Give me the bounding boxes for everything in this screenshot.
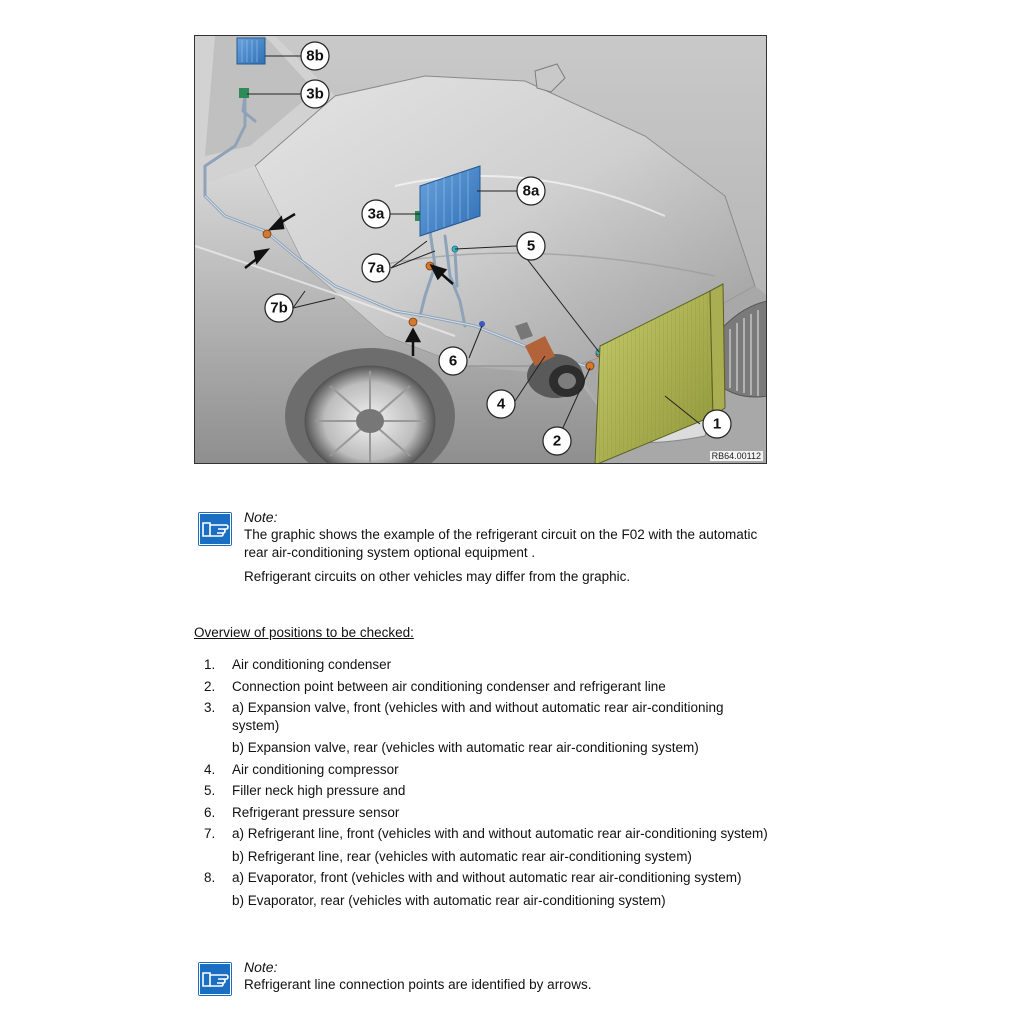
list-text: a) Evaporator, front (vehicles with and without automatic rear air-conditioning system) (232, 870, 742, 885)
list-number: 8. (204, 870, 216, 885)
svg-text:7b: 7b (270, 299, 288, 317)
list-text: Air conditioning compressor (232, 761, 399, 777)
note-text: Refrigerant circuits on other vehicles may differ from the graphic. (244, 569, 631, 584)
list-number: 5. (204, 783, 216, 798)
svg-text:5: 5 (526, 237, 536, 255)
positions-list (204, 656, 774, 913)
list-text: b) Expansion valve, rear (vehicles with automatic rear air-conditioning system) (232, 740, 699, 755)
list-number: 2. (204, 678, 216, 694)
svg-text:4: 4 (496, 395, 506, 413)
list-item (204, 699, 774, 757)
callout-3a (362, 200, 390, 228)
list-text: Filler neck high pressure and (232, 783, 406, 798)
list-number: 6. (204, 804, 216, 820)
list-number: 4. (204, 761, 216, 777)
svg-text:1: 1 (712, 415, 722, 433)
callout-7b (265, 294, 293, 322)
svg-text:2: 2 (552, 432, 562, 450)
refrigerant-circuit-figure (194, 35, 767, 464)
list-text: Refrigerant pressure sensor (232, 804, 400, 820)
callout-6 (439, 347, 467, 375)
pointing-hand-icon (198, 512, 232, 546)
svg-text:7a: 7a (367, 259, 385, 277)
list-text: Connection point between air conditioning condenser and refrigerant line (232, 678, 666, 694)
callout-8b (301, 42, 329, 70)
svg-text:6: 6 (448, 352, 458, 370)
figure-id-label: RB64.00112 (711, 451, 761, 461)
callout-2 (543, 427, 571, 455)
callout-5 (517, 232, 545, 260)
note-title: Note: (244, 509, 278, 525)
list-item (204, 678, 774, 696)
callout-3b (301, 80, 329, 108)
list-number: 3. (204, 700, 216, 715)
list-text: a) Expansion valve, front (vehicles with and without automatic rear air-conditioning system) (232, 700, 724, 733)
list-item (204, 825, 774, 865)
svg-text:8b: 8b (306, 47, 324, 65)
list-text: Air conditioning condenser (232, 657, 392, 672)
list-item (204, 656, 774, 674)
pointing-hand-icon (198, 962, 232, 996)
callout-4 (487, 390, 515, 418)
list-text: a) Refrigerant line, front (vehicles with and without automatic rear air-conditioning system) (232, 826, 768, 841)
list-item (204, 869, 774, 909)
callout-1 (703, 410, 731, 438)
list-text: b) Refrigerant line, rear (vehicles with automatic rear air-conditioning system) (232, 848, 692, 864)
list-text: b) Evaporator, rear (vehicles with automatic rear air-conditioning system) (232, 892, 666, 908)
list-item (204, 761, 774, 779)
list-item (204, 782, 774, 800)
list-number: 1. (204, 657, 216, 672)
svg-text:8a: 8a (522, 182, 540, 200)
overview-heading: Overview of positions to be checked: (194, 625, 414, 640)
note-text: Refrigerant line connection points are identified by arrows. (244, 977, 592, 992)
svg-text:3a: 3a (367, 205, 385, 223)
note-title: Note: (244, 959, 278, 975)
car-illustration (195, 36, 767, 464)
callout-7a (362, 254, 390, 282)
note-text: The graphic shows the example of the refrigerant circuit on the F02 with the automatic rear air-conditioning system optional equipment . (244, 527, 758, 560)
list-item (204, 804, 774, 822)
list-number: 7. (204, 826, 216, 841)
svg-text:3b: 3b (306, 85, 324, 103)
callout-8a (517, 177, 545, 205)
